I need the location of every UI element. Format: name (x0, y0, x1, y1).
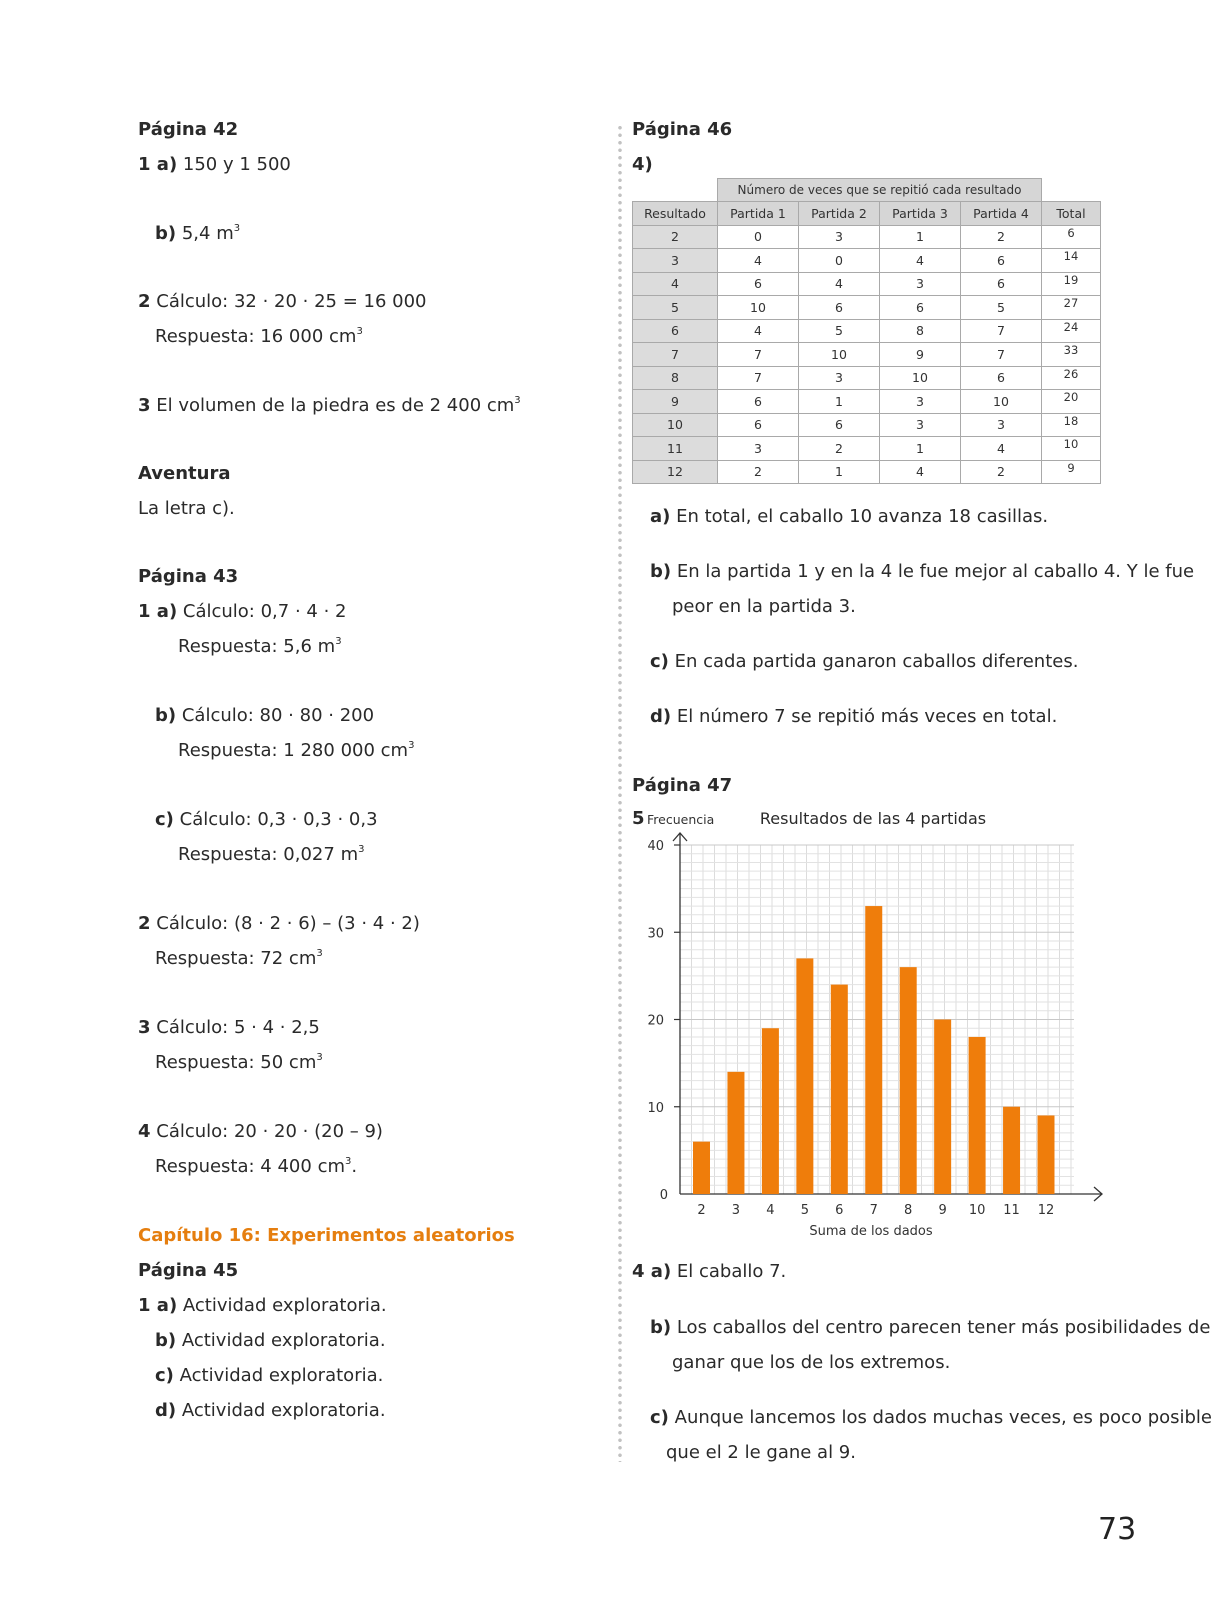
x-tick-label: 3 (731, 1203, 741, 1218)
x-tick-label: 10 (968, 1203, 986, 1218)
table-cell: 7 (633, 343, 718, 367)
superscript: 3 (335, 636, 342, 647)
answer-line (632, 1260, 786, 1284)
table-cell: 33 (1042, 343, 1101, 367)
bar (934, 1020, 951, 1195)
table-cell: 3 (880, 272, 961, 296)
table-cell: 10 (799, 343, 880, 367)
table-cell: 7 (961, 343, 1042, 367)
table-cell: 7 (961, 319, 1042, 343)
answer-line (138, 1294, 387, 1318)
table-row (633, 343, 1101, 367)
x-axis-arrow (1094, 1187, 1102, 1201)
answer-line (138, 1224, 515, 1248)
answer-label: c) (155, 1365, 174, 1386)
table-header-cell: Partida 2 (799, 202, 880, 226)
answer-label: Página 46 (632, 119, 733, 140)
table-cell: 2 (961, 460, 1042, 484)
answer-text: Actividad exploratoria. (176, 1330, 386, 1351)
superscript: 3 (358, 844, 365, 855)
bar (900, 967, 917, 1194)
chart-title: Resultados de las 4 partidas (759, 809, 987, 828)
table-cell: 4 (799, 272, 880, 296)
table-cell: 6 (718, 390, 799, 414)
answer-line (138, 1120, 383, 1144)
table-header-cell: Partida 1 (718, 202, 799, 226)
answer-line (155, 1399, 386, 1423)
answer-text: Cálculo: 0,3 · 0,3 · 0,3 (173, 809, 378, 830)
table-cell: 4 (880, 460, 961, 484)
x-tick-label: 6 (835, 1203, 844, 1218)
answer-line (138, 565, 238, 589)
table-cell: 10 (1042, 437, 1101, 461)
y-axis-arrow (673, 833, 687, 841)
table-cell: 9 (633, 390, 718, 414)
answer-line (155, 808, 378, 832)
answer-label: b) (650, 561, 672, 582)
answer-label: 4 (138, 1121, 151, 1142)
answer-line (138, 118, 238, 142)
answer-line (155, 222, 240, 246)
superscript: 3 (233, 223, 241, 234)
table-cell: 4 (961, 437, 1042, 461)
table-cell: 14 (1042, 249, 1101, 273)
table-body (633, 225, 1101, 484)
table-cell: 3 (799, 225, 880, 249)
table-cell: 2 (961, 225, 1042, 249)
table-cell: 2 (799, 437, 880, 461)
answer-label: 4 a) (632, 1261, 672, 1282)
table-cell: 5 (633, 296, 718, 320)
answer-line (155, 1364, 383, 1388)
table-cell: 6 (880, 296, 961, 320)
answer-line (138, 394, 521, 418)
table-header-cell: Partida 4 (961, 202, 1042, 226)
answer-line (650, 1406, 1212, 1430)
table-row (633, 413, 1101, 437)
answer-label: Página 47 (632, 775, 733, 796)
answer-line (138, 290, 427, 314)
answer-line (178, 635, 342, 659)
answer-label: 1 a) (138, 154, 178, 175)
answer-text: 5,4 m (176, 223, 234, 244)
bar (1038, 1115, 1055, 1194)
answer-line (672, 595, 856, 619)
answer-line (155, 947, 323, 971)
answer-label: 2 (138, 291, 151, 312)
answer-text: Respuesta: 4 400 cm (155, 1156, 345, 1177)
table-header-row (633, 202, 1101, 226)
answer-line (155, 1051, 323, 1075)
answer-text: Actividad exploratoria. (177, 1295, 387, 1316)
answer-line (138, 497, 235, 521)
table-cell: 1 (799, 390, 880, 414)
table-cell: 9 (1042, 460, 1101, 484)
table-cell: 6 (1042, 225, 1101, 249)
table-cell: 1 (799, 460, 880, 484)
table-cell: 4 (880, 249, 961, 273)
x-tick-label: 9 (938, 1203, 947, 1218)
table-cell: 6 (799, 413, 880, 437)
table-cell: 8 (880, 319, 961, 343)
table-cell: 5 (961, 296, 1042, 320)
table-cell: 10 (961, 390, 1042, 414)
exercise-number: 5 (632, 808, 645, 829)
table-cell: 6 (961, 272, 1042, 296)
table-row (633, 225, 1101, 249)
x-tick-label: 5 (800, 1203, 809, 1218)
answer-label: 1 a) (138, 1295, 178, 1316)
bar (831, 985, 848, 1194)
answer-text: peor en la partida 3. (672, 596, 856, 617)
table-cell: 6 (961, 366, 1042, 390)
table-cell: 3 (880, 390, 961, 414)
table-cell: 27 (1042, 296, 1101, 320)
table-cell: 3 (718, 437, 799, 461)
superscript: 3 (356, 326, 363, 337)
answer-text: La letra c). (138, 498, 235, 519)
y-tick-label: 20 (647, 1013, 664, 1029)
x-tick-label: 4 (766, 1203, 775, 1218)
x-tick-label: 11 (1003, 1203, 1020, 1218)
answer-text: En cada partida ganaron caballos diferentes. (668, 651, 1079, 672)
results-table (632, 178, 1101, 484)
table-row (633, 319, 1101, 343)
answer-text: que el 2 le gane al 9. (666, 1442, 856, 1463)
answer-text: Respuesta: 1 280 000 cm (178, 740, 409, 761)
answer-line (178, 739, 414, 763)
answer-line (155, 325, 363, 349)
table-header-cell: Partida 3 (880, 202, 961, 226)
superscript: 3 (514, 395, 521, 406)
answer-label: Capítulo 16: Experimentos aleatorios (138, 1225, 515, 1246)
table-row (633, 437, 1101, 461)
bar (727, 1072, 744, 1194)
answer-line (632, 774, 732, 798)
table-header-cell: Total (1042, 202, 1101, 226)
table-cell: 6 (718, 272, 799, 296)
table-cell: 0 (718, 225, 799, 249)
answer-line (650, 705, 1057, 729)
superscript: 3 (316, 948, 323, 959)
answer-line (178, 843, 364, 867)
table-cell: 1 (880, 225, 961, 249)
answer-line (155, 704, 374, 728)
y-tick-label: 30 (647, 926, 664, 942)
answer-text: El número 7 se repitió más veces en total. (671, 706, 1058, 727)
answer-text: 150 y 1 500 (177, 154, 291, 175)
answer-line (138, 912, 420, 936)
answer-line (138, 462, 231, 486)
answer-text: Respuesta: 16 000 cm (155, 326, 357, 347)
answer-label: 4) (632, 154, 653, 175)
answer-label: c) (650, 651, 669, 672)
x-tick-label: 8 (904, 1203, 913, 1218)
answer-text: Respuesta: 0,027 m (178, 844, 359, 865)
table-row (633, 272, 1101, 296)
answer-line (650, 560, 1194, 584)
answer-label: Página 42 (138, 119, 239, 140)
answer-label: b) (155, 705, 177, 726)
table-cell: 4 (718, 249, 799, 273)
answer-line (666, 1441, 856, 1465)
table-cell: 3 (799, 366, 880, 390)
answer-text: Aunque lancemos los dados muchas veces, es poco posible (668, 1407, 1213, 1428)
answer-label: a) (650, 506, 671, 527)
answer-text: Actividad exploratoria. (173, 1365, 384, 1386)
x-tick-label: 2 (697, 1203, 706, 1218)
x-tick-label: 12 (1037, 1203, 1055, 1218)
bar (693, 1142, 710, 1194)
bar (1003, 1107, 1020, 1194)
answer-text: El caballo 7. (671, 1261, 787, 1282)
answer-text: El volumen de la piedra es de 2 400 cm (150, 395, 515, 416)
answer-line (138, 1259, 238, 1283)
x-axis-label: Suma de los dados (809, 1224, 933, 1239)
table-cell: 4 (718, 319, 799, 343)
answer-text: Respuesta: 5,6 m (178, 636, 336, 657)
table-cell: 1 (880, 437, 961, 461)
answer-text: Respuesta: 50 cm (155, 1052, 317, 1073)
answer-line (155, 1329, 386, 1353)
table-cell: 18 (1042, 413, 1101, 437)
answer-label: b) (650, 1317, 672, 1338)
answer-label: d) (155, 1400, 177, 1421)
bar (865, 906, 882, 1194)
table-cell: 8 (633, 366, 718, 390)
answer-label: 3 (138, 395, 151, 416)
answer-text: Respuesta: 72 cm (155, 948, 317, 969)
answer-text: En la partida 1 y en la 4 le fue mejor al caballo 4. Y le fue (671, 561, 1195, 582)
table-row (633, 390, 1101, 414)
answer-text: Cálculo: 5 · 4 · 2,5 (150, 1017, 320, 1038)
table-cell: 20 (1042, 390, 1101, 414)
table-row (633, 249, 1101, 273)
table-cell: 6 (718, 413, 799, 437)
answer-line (632, 153, 653, 177)
answer-text: Cálculo: 0,7 · 4 · 2 (177, 601, 347, 622)
answer-text: . (351, 1156, 358, 1177)
table-cell: 6 (799, 296, 880, 320)
answer-line (138, 600, 346, 624)
y-axis-label: Frecuencia (647, 812, 715, 827)
table-cell: 0 (799, 249, 880, 273)
table-row (633, 460, 1101, 484)
table-group-header: Número de veces que se repitió cada resultado (718, 179, 1042, 202)
answer-line (650, 650, 1078, 674)
table-cell: 19 (1042, 272, 1101, 296)
answer-text: Cálculo: 20 · 20 · (20 – 9) (150, 1121, 383, 1142)
table-cell: 9 (880, 343, 961, 367)
superscript: 3 (408, 740, 415, 751)
answer-line (138, 153, 291, 177)
y-tick-label: 10 (647, 1100, 664, 1116)
superscript: 3 (345, 1156, 352, 1167)
answer-line (650, 1316, 1210, 1340)
answer-label: Aventura (138, 463, 231, 484)
bar (796, 958, 813, 1194)
answer-line (632, 118, 732, 142)
table-cell: 11 (633, 437, 718, 461)
table-cell: 2 (633, 225, 718, 249)
answer-text: Cálculo: 32 · 20 · 25 = 16 000 (150, 291, 427, 312)
answer-label: d) (650, 706, 672, 727)
answer-text: Los caballos del centro parecen tener más posibilidades de (671, 1317, 1211, 1338)
answer-line (672, 1351, 950, 1375)
answer-label: Página 45 (138, 1260, 239, 1281)
y-tick-label: 0 (659, 1188, 668, 1203)
table-row (633, 366, 1101, 390)
table-cell: 4 (633, 272, 718, 296)
table-cell: 12 (633, 460, 718, 484)
answer-line (155, 1155, 357, 1179)
table-cell: 3 (633, 249, 718, 273)
table-cell: 6 (633, 319, 718, 343)
table-cell: 7 (718, 343, 799, 367)
y-tick-label: 40 (647, 839, 664, 854)
answer-line (650, 505, 1048, 529)
table-cell: 5 (799, 319, 880, 343)
answer-label: b) (155, 1330, 177, 1351)
table-cell: 10 (880, 366, 961, 390)
answer-label: 3 (138, 1017, 151, 1038)
column-divider-dots (617, 124, 623, 1462)
x-tick-label: 7 (869, 1203, 878, 1218)
page-number: 73 (1098, 1512, 1137, 1547)
answer-label: b) (155, 223, 177, 244)
answer-label: 2 (138, 913, 151, 934)
answer-label: c) (155, 809, 174, 830)
answer-text: Actividad exploratoria. (176, 1400, 386, 1421)
table-row (633, 296, 1101, 320)
superscript: 3 (316, 1052, 323, 1063)
table-cell: 24 (1042, 319, 1101, 343)
table-cell: 6 (961, 249, 1042, 273)
answer-text: En total, el caballo 10 avanza 18 casillas. (670, 506, 1049, 527)
answer-text: ganar que los de los extremos. (672, 1352, 951, 1373)
table-cell: 10 (633, 413, 718, 437)
bar (762, 1028, 779, 1194)
table-cell: 10 (718, 296, 799, 320)
answer-label: 1 a) (138, 601, 178, 622)
table-cell: 7 (718, 366, 799, 390)
table-cell: 2 (718, 460, 799, 484)
bar (969, 1037, 986, 1194)
answer-label: Página 43 (138, 566, 239, 587)
answer-label: c) (650, 1407, 669, 1428)
table-header-cell: Resultado (633, 202, 718, 226)
answer-text: Cálculo: 80 · 80 · 200 (176, 705, 375, 726)
table-cell: 26 (1042, 366, 1101, 390)
answer-line (138, 1016, 320, 1040)
table-cell: 3 (880, 413, 961, 437)
answer-text: Cálculo: (8 · 2 · 6) – (3 · 4 · 2) (150, 913, 420, 934)
table-cell: 3 (961, 413, 1042, 437)
